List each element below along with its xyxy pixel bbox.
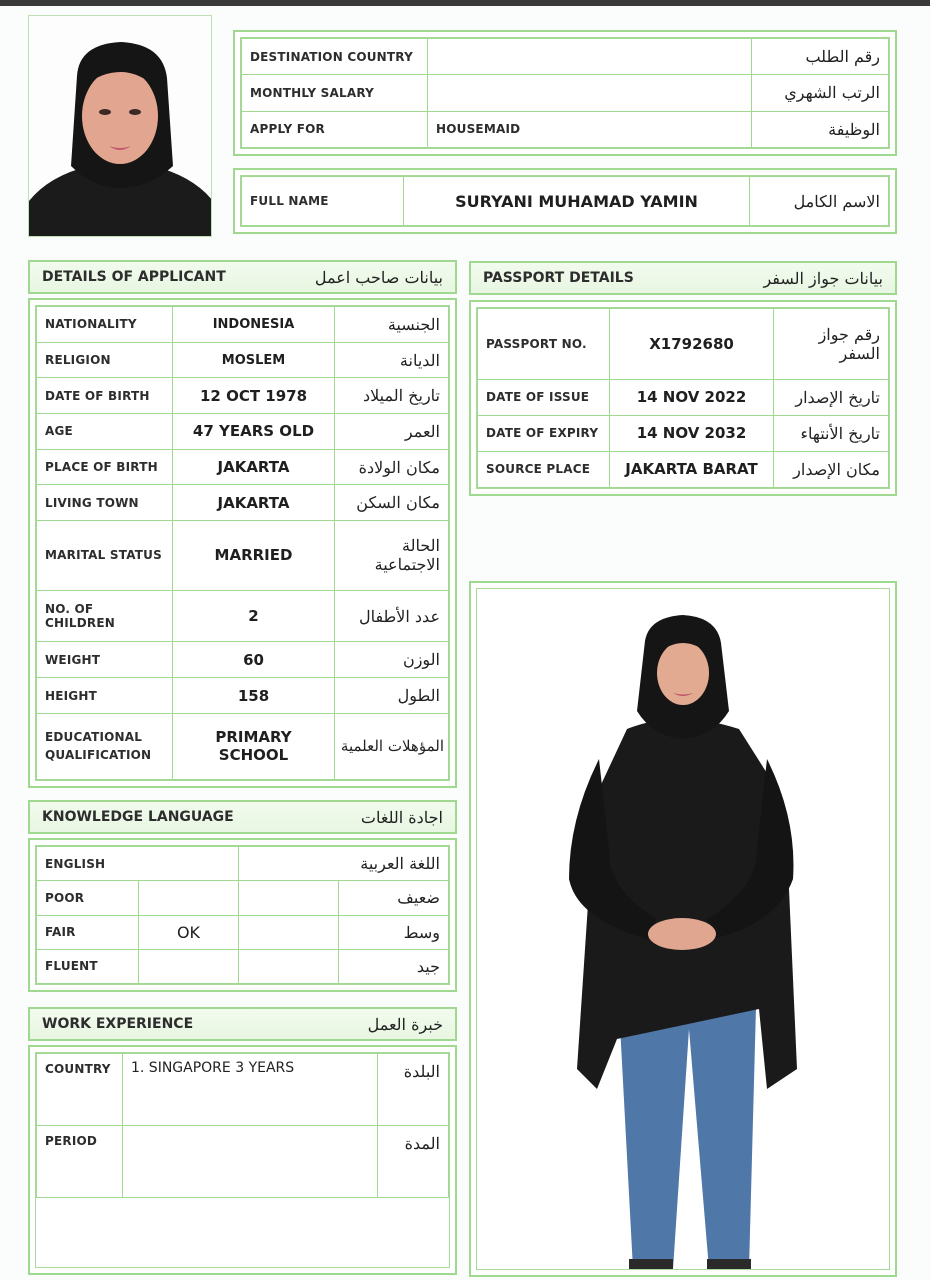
language-table xyxy=(36,846,449,984)
table-row xyxy=(37,449,449,485)
table-row xyxy=(37,642,449,678)
period-arabic: المدة xyxy=(378,1126,449,1198)
table-row xyxy=(37,915,449,949)
place-of-birth-arabic: مكان الولادة xyxy=(335,449,449,485)
living-town-arabic: مكان السكن xyxy=(335,485,449,521)
passport-no-value: X1792680 xyxy=(610,309,774,380)
fluent-label: FLUENT xyxy=(37,949,139,983)
children-label: NO. OF CHILDREN xyxy=(37,590,173,642)
table-row xyxy=(242,39,889,75)
age-label: AGE xyxy=(37,414,173,450)
monthly-salary-label: MONTHLY SALARY xyxy=(242,75,428,111)
children-arabic: عدد الأطفال xyxy=(335,590,449,642)
weight-label: WEIGHT xyxy=(37,642,173,678)
height-label: HEIGHT xyxy=(37,678,173,714)
age-value: 47 YEARS OLD xyxy=(173,414,335,450)
issue-date-arabic: تاريخ الإصدار xyxy=(774,379,889,415)
apply-for-arabic: الوظيفة xyxy=(752,111,889,147)
table-row xyxy=(37,949,449,983)
dob-arabic: تاريخ الميلاد xyxy=(335,378,449,414)
language-section-header xyxy=(28,800,457,834)
religion-value: MOSLEM xyxy=(173,342,335,378)
living-town-value: JAKARTA xyxy=(173,485,335,521)
table-row xyxy=(37,678,449,714)
table-row xyxy=(37,847,449,881)
destination-country-label: DESTINATION COUNTRY xyxy=(242,39,428,75)
country-value: 1. SINGAPORE 3 YEARS xyxy=(123,1054,378,1126)
work-section-header xyxy=(28,1007,457,1041)
passport-section-header xyxy=(469,261,897,295)
poor-arabic: ضعيف xyxy=(339,881,449,915)
education-arabic: المؤهلات العلمية xyxy=(335,713,449,779)
english-fair-value: OK xyxy=(139,915,239,949)
full-name-arabic: الاسم الكامل xyxy=(750,177,889,226)
religion-arabic: الديانة xyxy=(335,342,449,378)
height-value: 158 xyxy=(173,678,335,714)
english-fluent-value xyxy=(139,949,239,983)
dob-value: 12 OCT 1978 xyxy=(173,378,335,414)
passport-title: PASSPORT DETAILS xyxy=(483,270,634,286)
table-row xyxy=(37,342,449,378)
arabic-poor-value xyxy=(239,881,339,915)
marital-status-label: MARITAL STATUS xyxy=(37,521,173,591)
passport-frame xyxy=(469,300,897,496)
destination-country-value xyxy=(428,39,752,75)
language-title: KNOWLEDGE LANGUAGE xyxy=(42,809,234,825)
marital-status-value: MARRIED xyxy=(173,521,335,591)
full-name-value: SURYANI MUHAMAD YAMIN xyxy=(404,177,750,226)
job-info-table xyxy=(241,38,889,148)
arabic-fluent-value xyxy=(239,949,339,983)
period-value xyxy=(123,1126,378,1198)
full-body-photo-frame xyxy=(469,581,897,1277)
scan-edge xyxy=(0,0,930,6)
full-name-frame xyxy=(233,168,897,234)
table-row xyxy=(37,713,449,779)
place-of-birth-value: JAKARTA xyxy=(173,449,335,485)
full-body-photo xyxy=(476,588,890,1270)
work-title: WORK EXPERIENCE xyxy=(42,1016,194,1032)
table-row xyxy=(37,307,449,343)
english-header: ENGLISH xyxy=(37,847,239,881)
table-row xyxy=(37,881,449,915)
passport-title-arabic: بيانات جواز السفر xyxy=(763,268,883,288)
education-value: PRIMARY SCHOOL xyxy=(173,713,335,779)
apply-for-value: HOUSEMAID xyxy=(428,111,752,147)
table-row xyxy=(478,451,889,487)
marital-status-arabic: الحالة الاجتماعية xyxy=(335,521,449,591)
work-table xyxy=(36,1053,449,1198)
arabic-fair-value xyxy=(239,915,339,949)
place-of-birth-label: PLACE OF BIRTH xyxy=(37,449,173,485)
passport-table xyxy=(477,308,889,488)
work-frame xyxy=(28,1045,457,1275)
poor-label: POOR xyxy=(37,881,139,915)
height-arabic: الطول xyxy=(335,678,449,714)
weight-arabic: الوزن xyxy=(335,642,449,678)
table-row xyxy=(37,485,449,521)
age-arabic: العمر xyxy=(335,414,449,450)
english-poor-value xyxy=(139,881,239,915)
living-town-label: LIVING TOWN xyxy=(37,485,173,521)
period-label: PERIOD xyxy=(37,1126,123,1198)
table-row xyxy=(37,1054,449,1126)
applicant-title: DETAILS OF APPLICANT xyxy=(42,269,226,285)
table-row xyxy=(37,590,449,642)
fluent-arabic: جيد xyxy=(339,949,449,983)
expiry-date-arabic: تاريخ الأنتهاء xyxy=(774,415,889,451)
destination-country-arabic: رقم الطلب xyxy=(752,39,889,75)
table-row xyxy=(242,111,889,147)
portrait-photo xyxy=(28,15,212,237)
table-row xyxy=(242,177,889,226)
source-place-label: SOURCE PLACE xyxy=(478,451,610,487)
passport-no-arabic: رقم جواز السفر xyxy=(774,309,889,380)
applicant-title-arabic: بيانات صاحب اعمل xyxy=(314,267,443,287)
country-label: COUNTRY xyxy=(37,1054,123,1126)
nationality-arabic: الجنسية xyxy=(335,307,449,343)
dob-label: DATE OF BIRTH xyxy=(37,378,173,414)
nationality-label: NATIONALITY xyxy=(37,307,173,343)
applicant-section-header xyxy=(28,260,457,294)
country-arabic: البلدة xyxy=(378,1054,449,1126)
table-row xyxy=(37,1126,449,1198)
table-row xyxy=(242,75,889,111)
table-row xyxy=(37,414,449,450)
table-row xyxy=(478,379,889,415)
monthly-salary-arabic: الرتب الشهري xyxy=(752,75,889,111)
full-name-label: FULL NAME xyxy=(242,177,404,226)
expiry-date-value: 14 NOV 2032 xyxy=(610,415,774,451)
table-row xyxy=(478,309,889,380)
nationality-value: INDONESIA xyxy=(173,307,335,343)
work-title-arabic: خبرة العمل xyxy=(367,1014,443,1034)
issue-date-value: 14 NOV 2022 xyxy=(610,379,774,415)
arabic-language-header: اللغة العربية xyxy=(239,847,449,881)
table-row xyxy=(478,415,889,451)
education-label: EDUCATIONAL QUALIFICATION xyxy=(37,713,173,779)
table-row xyxy=(37,521,449,591)
weight-value: 60 xyxy=(173,642,335,678)
expiry-date-label: DATE OF EXPIRY xyxy=(478,415,610,451)
job-info-frame xyxy=(233,30,897,156)
language-frame xyxy=(28,838,457,992)
applicant-table xyxy=(36,306,449,780)
issue-date-label: DATE OF ISSUE xyxy=(478,379,610,415)
applicant-frame xyxy=(28,298,457,788)
monthly-salary-value xyxy=(428,75,752,111)
children-value: 2 xyxy=(173,590,335,642)
table-row xyxy=(37,378,449,414)
language-title-arabic: اجادة اللغات xyxy=(360,807,443,827)
religion-label: RELIGION xyxy=(37,342,173,378)
fair-label: FAIR xyxy=(37,915,139,949)
apply-for-label: APPLY FOR xyxy=(242,111,428,147)
fair-arabic: وسط xyxy=(339,915,449,949)
passport-no-label: PASSPORT NO. xyxy=(478,309,610,380)
source-place-value: JAKARTA BARAT xyxy=(610,451,774,487)
source-place-arabic: مكان الإصدار xyxy=(774,451,889,487)
full-name-table xyxy=(241,176,889,226)
